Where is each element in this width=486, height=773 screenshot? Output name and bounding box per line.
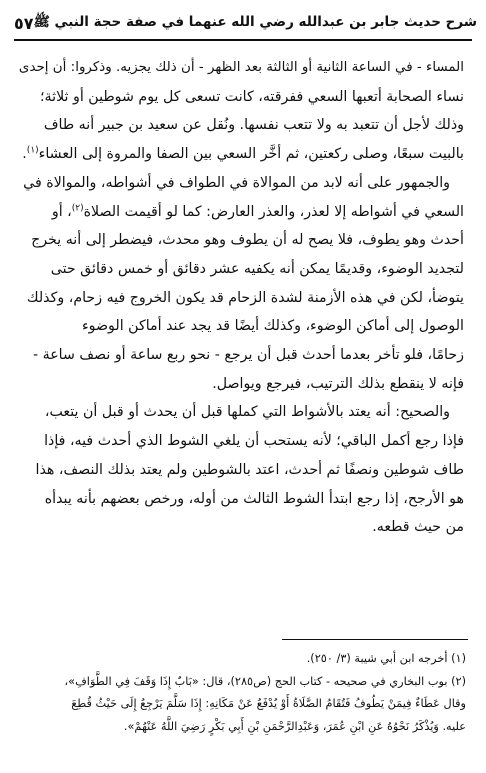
body-line-with-ref xyxy=(18,198,464,227)
body-line: نساء الصحابة أتعبها السعي ففرقته، كانت تسعى كل يوم شوطين أو ثلاثة؛ xyxy=(40,88,464,105)
footnote-2-continued: عليه. وَيُذْكَرُ نَحْوُهُ عَنِ ابْنِ عُمَرَ، وَعَبْدِالرَّحْمَنِ بْنِ أَبِي بَكْرٍ رَضِيَ اللَّهُ عَنْهُمْ». xyxy=(123,719,466,733)
footnote-ref-2: (٢) xyxy=(71,202,84,213)
body-line-with-ref: بالبيت سبعًا، وصلى ركعتين، ثم أخَّر السعي بين الصفا والمروة إلى العشاء$^{(١)}$. xyxy=(22,145,464,163)
body-line: أحدث وهو يطوف، فلا يصح له أن يطوف وهو محدث، فيضطر إلى أنه يخرج xyxy=(31,232,464,249)
body-line: طاف شوطين ونصفًا ثم أحدث، اعتد بالشوطين ولم يعتد بذلك النصف، هذا xyxy=(35,461,464,478)
body-line: لتجديد الوضوء، وقديمًا يمكن أنه يكفيه عشر دقائق أو خمس دقائق حتى xyxy=(50,260,464,277)
body-line-tail: ، أو xyxy=(51,203,72,220)
body-line: من حيث قطعه. xyxy=(372,519,464,536)
body-line: وذلك لأجل أن تتعبد به ولا تتعب نفسها. ونُقل عن سعيد بن جبير أنه طاف xyxy=(43,117,464,134)
footnote-2-continued: وقال عَطَاءٌ فِيمَنْ يَطُوفُ فَتُقَامُ الصَّلَاةُ أَوْ يُدْفَعُ عَنْ مَكَانِهِ: إِذَا سَلَّمَ يَرْجِعُ إِلَى حَيْثُ قُطِعَ xyxy=(71,697,466,710)
paragraph-2 xyxy=(18,169,464,399)
header-rule xyxy=(14,39,472,41)
body-line: فإذا رجع أكمل الباقي؛ لأنه يستحب أن يلغي الشوط الذي أحدث فيه، فإذا xyxy=(44,433,464,450)
page-header xyxy=(14,8,478,38)
body-line: الوصول إلى أماكن الوضوء، وكذلك أيضًا قد يجد عند أماكن الوضوء xyxy=(82,318,464,335)
body-line: المساء - في الساعة الثانية أو الثالثة بعد الظهر - أن ذلك يجزيه. وذكروا: أن إحدى xyxy=(18,60,464,75)
footnote-2: (٢) بوب البخاري في صحيحه - كتاب الحج (ص٢٨٥)، قال: «بَابٌ إِذَا وَقَفَ فِي الطَّوَافِ»، xyxy=(64,674,466,688)
running-title: شرح حديث جابر بن عبدالله رضي الله عنهما في صفة حجة النبي ﷺ xyxy=(33,14,478,30)
paragraph-1 xyxy=(18,54,464,169)
body-line: فإنه لا ينقطع بذلك الترتيب، فيرجع ويواصل. xyxy=(212,375,464,392)
body-line: بالبيت سبعًا، وصلى ركعتين، ثم أخَّر السعي بين الصفا والمروة إلى العشاء xyxy=(38,146,464,163)
body-line: السعي في أشواطه إلا لعذر، والعذر العارض: كما لو أقيمت الصلاة xyxy=(83,203,464,220)
body-line: يتوضأ، لكن في هذه الأزمنة لشدة الزحام قد يكون الخروج فيه زحام، وكذلك xyxy=(26,289,464,306)
footnote-ref-1: (١) xyxy=(26,145,39,156)
body-line: والجمهور على أنه لابد من الموالاة في الطواف في أشواطه، والموالاة في xyxy=(23,174,450,191)
page-number: ٥٧ xyxy=(14,13,34,33)
body-line: هو الأرجح، إذا رجع ابتدأ الشوط الثالث من أوله، ورخص بعضهم بأنه يبدأه xyxy=(44,490,464,507)
paragraph-3 xyxy=(18,398,464,542)
footnote-separator xyxy=(282,639,468,640)
footnotes xyxy=(18,648,466,738)
footnote-1: (١) أخرجه ابن أبي شيبة (٣/ ٢٥٠). xyxy=(306,652,466,665)
body-line: والصحيح: أنه يعتد بالأشواط التي كملها قبل أن يحدث أو قبل أن يتعب، xyxy=(44,404,450,421)
body-line: زحامًا، فلو تأخر بعدما أحدث قبل أن يرجع - نحو ربع ساعة أو نصف ساعة - xyxy=(32,347,464,364)
body-text xyxy=(18,54,464,542)
